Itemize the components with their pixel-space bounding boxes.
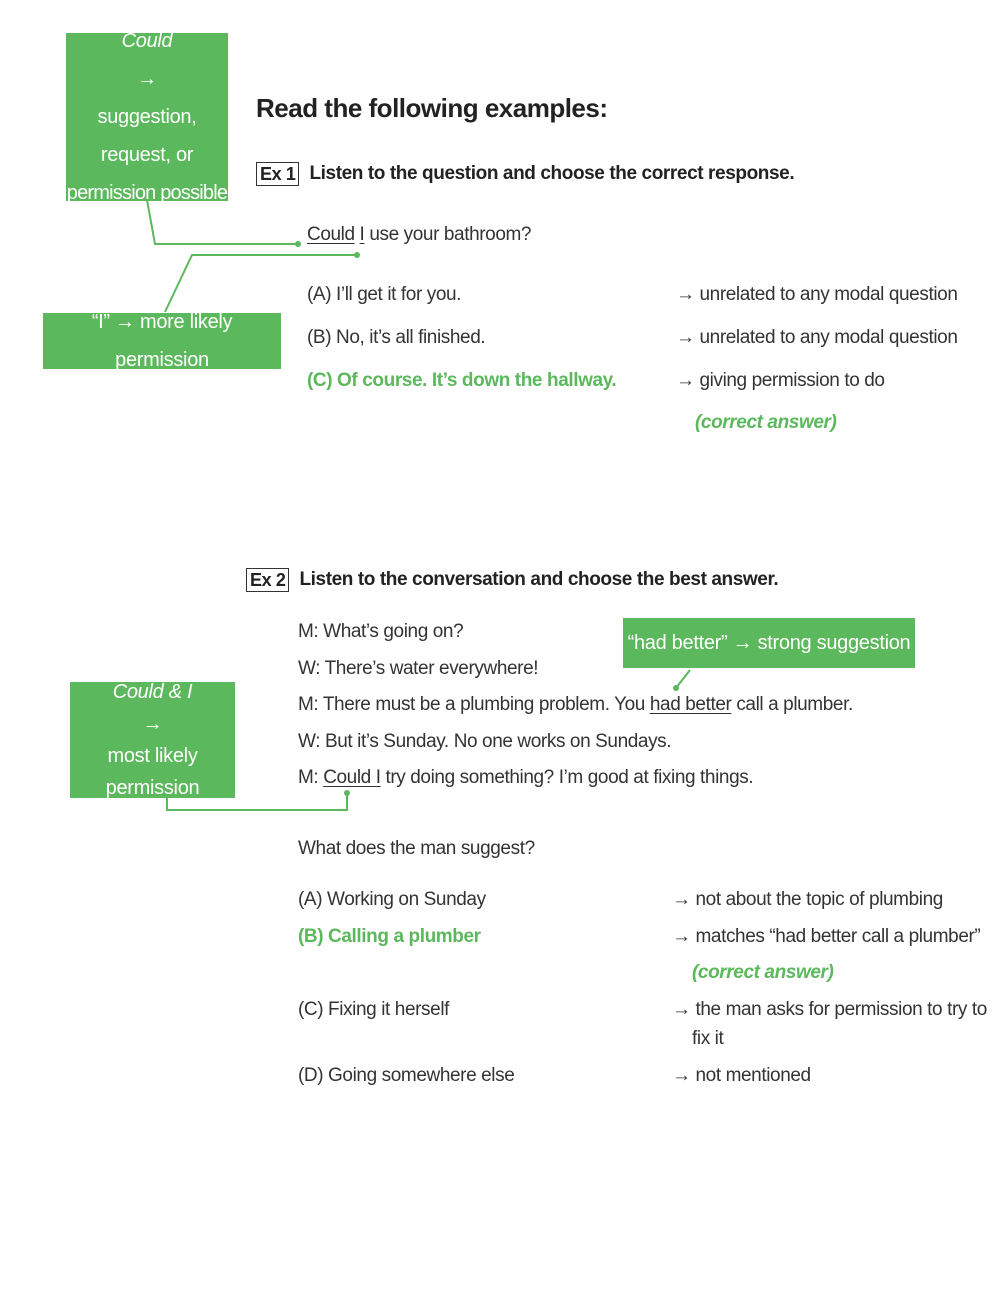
ex1-question-rest: use your bathroom?: [364, 224, 532, 245]
ex1-option-a: (A) I’ll get it for you.: [307, 284, 462, 305]
ex2-option-b-correct: (B) Calling a plumber: [298, 926, 481, 947]
ex1-instruction: Listen to the question and choose the correct response.: [309, 163, 795, 184]
callout-line: request, or: [100, 144, 194, 166]
callout-could-word: Could: [121, 30, 173, 52]
dialogue-had-better: had better: [649, 694, 732, 715]
dialogue-line-5: [298, 767, 753, 789]
callout-line: permission possible: [66, 182, 228, 204]
ex1-correct-label: (correct answer): [695, 412, 837, 433]
dialogue-line-4: W: But it’s Sunday. No one works on Sundays.: [298, 731, 672, 752]
ex1-option-c-note: → giving permission to do: [676, 370, 885, 391]
dialogue-line-1: M: What’s going on?: [298, 621, 464, 642]
ex1-question: [307, 224, 531, 246]
ex2-instruction: Listen to the conversation and choose the best answer.: [299, 569, 779, 590]
ex2-option-c-note: → the man asks for permission to try to: [672, 999, 987, 1020]
ex1-option-c-correct: (C) Of course. It’s down the hallway.: [307, 370, 617, 391]
ex2-label: Ex 2: [246, 568, 289, 592]
dialogue-line-5-post: try doing something? I’m good at fixing things.: [380, 767, 754, 788]
ex2-instruction-row: [246, 568, 778, 592]
ex2-option-d: (D) Going somewhere else: [298, 1065, 515, 1086]
ex2-option-c: (C) Fixing it herself: [298, 999, 450, 1020]
ex2-correct-label: (correct answer): [692, 962, 834, 983]
arrow-icon: →: [137, 68, 157, 90]
page-heading: Read the following examples:: [256, 93, 608, 123]
callout-had-better: [623, 618, 915, 668]
callout-text: “had better” → strong suggestion: [627, 632, 911, 654]
callout-text: “I” → more likely permission: [91, 311, 233, 371]
dialogue-line-3-pre: M: There must be a plumbing problem. You: [298, 694, 650, 715]
callout-i-permission: [43, 313, 281, 369]
dialogue-could-i: Could I: [323, 767, 381, 788]
ex1-option-a-note: → unrelated to any modal question: [676, 284, 958, 305]
ex1-question-could: Could: [307, 224, 355, 245]
ex1-option-b-note: → unrelated to any modal question: [676, 327, 958, 348]
ex1-instruction-row: [256, 162, 794, 186]
ex1-option-b: (B) No, it’s all finished.: [307, 327, 486, 348]
ex1-label: Ex 1: [256, 162, 299, 186]
callout-could-suggestion: [66, 30, 228, 204]
ex2-option-a: (A) Working on Sunday: [298, 889, 486, 910]
ex2-option-d-note: → not mentioned: [672, 1065, 811, 1086]
callout-could-i-word: Could & I: [112, 681, 193, 703]
callout-line: most likely: [107, 745, 198, 767]
callout-line: suggestion,: [97, 106, 197, 128]
ex1-question-i: I: [359, 224, 365, 245]
callout-could-i: [70, 682, 235, 798]
ex2-option-a-note: → not about the topic of plumbing: [672, 889, 943, 910]
ex2-option-c-note-cont: fix it: [692, 1028, 724, 1049]
dialogue-line-3-post: call a plumber.: [731, 694, 853, 715]
connector-had-better-callout: [676, 670, 690, 688]
ex2-option-b-note: → matches “had better call a plumber”: [672, 926, 981, 947]
dialogue-line-2: W: There’s water everywhere!: [298, 658, 539, 679]
dialogue-line-3: [298, 694, 853, 716]
callout-line: permission: [105, 777, 200, 799]
ex2-question: What does the man suggest?: [298, 838, 535, 859]
arrow-icon: →: [142, 713, 163, 735]
dialogue-line-5-pre: M:: [298, 767, 324, 788]
